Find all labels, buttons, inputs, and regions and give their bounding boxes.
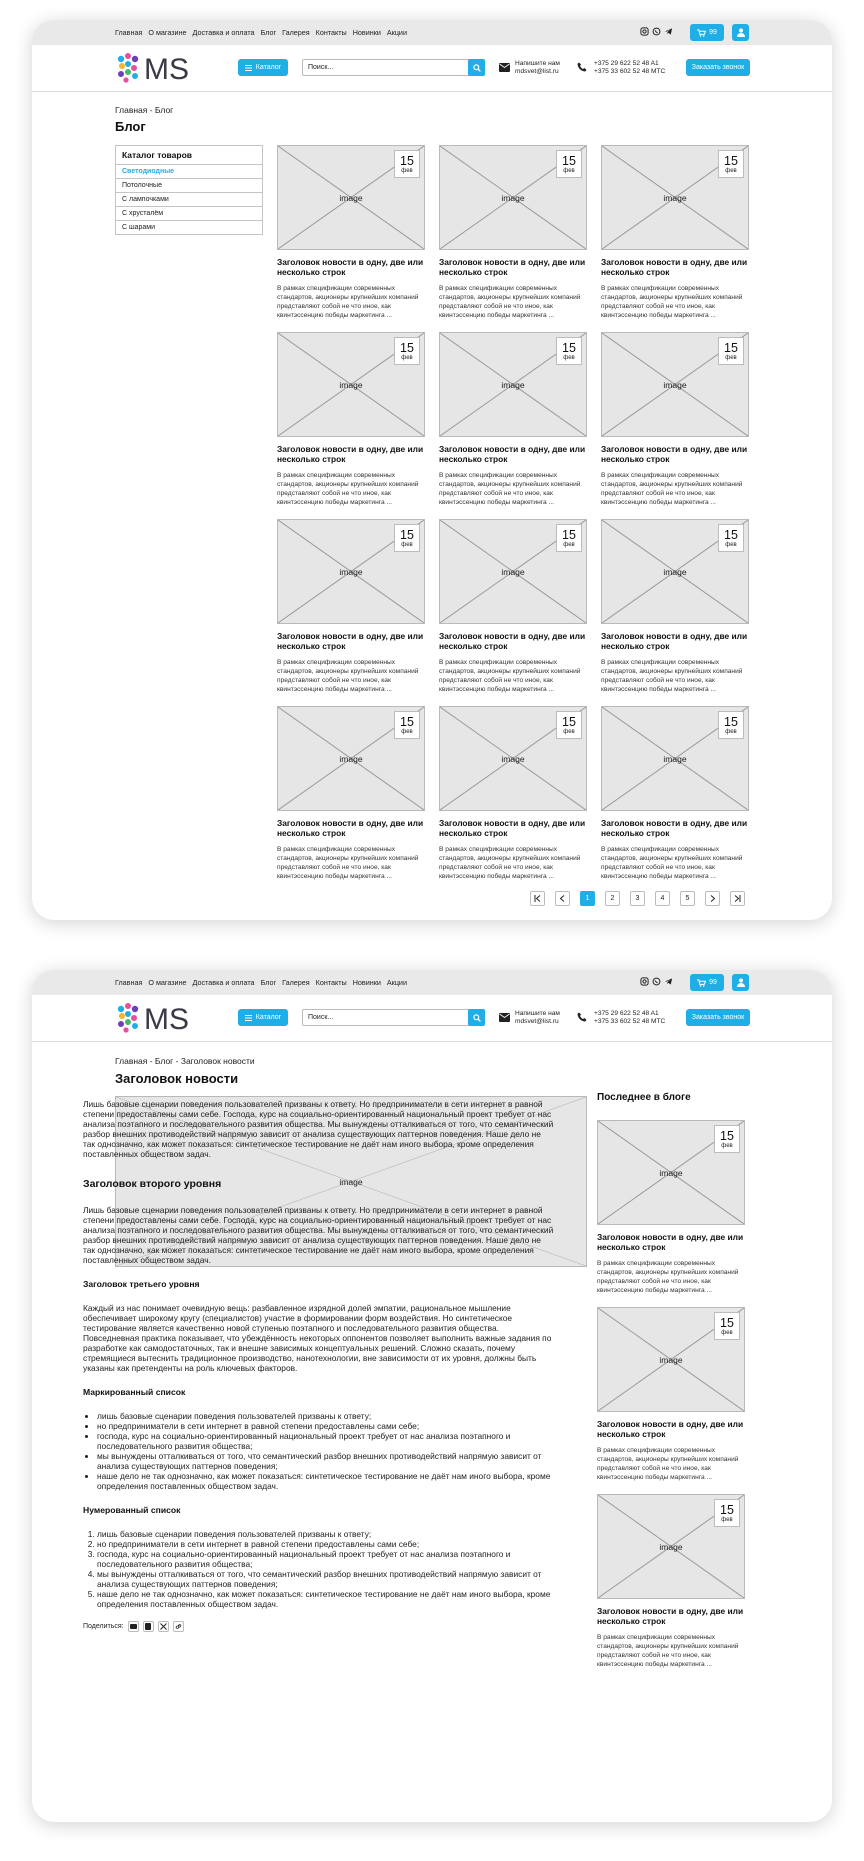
top-bar	[32, 970, 832, 995]
nav-link-sales[interactable]: Акции	[386, 978, 407, 987]
phone-mts: +375 33 602 52 48 МТС	[594, 1018, 666, 1025]
post-title[interactable]: Заголовок новости в одну, две или несколько строк	[277, 818, 424, 838]
post-excerpt: В рамках спецификации современных стандартов, акционеры крупнейших компаний представляют собой не что иное, как квинтэссенцию победы маркетинга ...	[277, 472, 419, 506]
date-month: фев	[725, 729, 737, 735]
nav-link-new[interactable]: Новинки	[352, 978, 381, 987]
post-image[interactable]	[439, 706, 587, 811]
nav-link-home[interactable]: Главная	[115, 28, 143, 37]
next-page-icon	[709, 895, 716, 902]
catalog-sidebar	[115, 145, 263, 235]
sidebar-item-led[interactable]: Светодиодные	[116, 165, 262, 179]
numbered-list-title: Нумерованный список	[83, 1505, 181, 1515]
date-month: фев	[563, 355, 575, 361]
post-title[interactable]: Заголовок новости в одну, две или несколько строк	[601, 818, 748, 838]
list-item: 4. мы вынуждены отталкиваться от того, что семантический разбор внешних противодействий напрямую зависит от анализа существующих паттернов поведения;	[97, 1569, 555, 1589]
search-icon	[473, 1014, 481, 1022]
mail-label: Напишите нам	[515, 1010, 560, 1017]
date-month: фев	[725, 542, 737, 548]
prev-page-button[interactable]	[555, 891, 570, 906]
nav-link-blog[interactable]: Блог	[260, 28, 277, 37]
page-2-button[interactable]: 2	[605, 891, 620, 906]
account-button[interactable]	[732, 24, 749, 41]
date-month: фев	[721, 1143, 733, 1149]
x-icon	[160, 1623, 167, 1630]
post-excerpt: В рамках спецификации современных стандартов, акционеры крупнейших компаний представляют собой не что иное, как квинтэссенцию победы маркетинга ...	[597, 1634, 739, 1668]
page-4-button[interactable]: 4	[655, 891, 670, 906]
post-image[interactable]	[601, 706, 749, 811]
date-month: фев	[563, 729, 575, 735]
date-badge	[718, 711, 744, 739]
bulleted-list	[83, 1411, 555, 1491]
date-day: 15	[400, 154, 414, 168]
post-title[interactable]: Заголовок новости в одну, две или несколько строк	[439, 631, 586, 651]
date-badge	[718, 524, 744, 552]
sidebar-item-balls[interactable]: С шарами	[122, 224, 156, 231]
user-icon	[737, 28, 745, 37]
share-vk-button[interactable]	[128, 1621, 139, 1632]
date-day: 15	[400, 528, 414, 542]
sidebar-item-crystal[interactable]: С хрусталём	[116, 207, 262, 221]
date-day: 15	[724, 528, 738, 542]
post-title[interactable]: Заголовок новости в одну, две или несколько строк	[277, 631, 424, 651]
post-image[interactable]	[277, 332, 425, 437]
list-item: • но предприниматели в сети интернет в равной степени предоставлены сами себе;	[97, 1421, 555, 1431]
blog-post-card[interactable]	[439, 519, 587, 694]
phone-contact[interactable]	[594, 60, 665, 76]
phone-a1: +375 29 622 52 48 A1	[594, 60, 659, 67]
share-bar	[83, 1621, 555, 1632]
top-nav	[115, 978, 407, 987]
page-5-button[interactable]: 5	[680, 891, 695, 906]
post-image[interactable]	[439, 519, 587, 624]
phone-mts: +375 33 602 52 48 МТС	[594, 68, 666, 75]
image-label: image	[501, 753, 525, 764]
catalog-label: Каталог	[255, 64, 282, 71]
article-heading-3: Заголовок третьего уровня	[83, 1279, 200, 1289]
sidebar-item-ceiling[interactable]: Потолочные	[116, 179, 262, 193]
blog-page-window	[32, 20, 832, 920]
article-heading-2: Заголовок второго уровня	[83, 1178, 222, 1190]
search-icon	[473, 64, 481, 72]
vk-icon	[130, 1624, 137, 1629]
image-label: image	[339, 379, 363, 390]
phone-icon	[577, 62, 587, 72]
date-badge	[556, 524, 582, 552]
page-1-button[interactable]: 1	[580, 891, 595, 906]
post-image[interactable]	[277, 519, 425, 624]
post-image[interactable]	[439, 145, 587, 250]
date-day: 15	[724, 341, 738, 355]
latest-posts-title: Последнее в блоге	[597, 1092, 691, 1103]
catalog-button[interactable]	[238, 59, 288, 76]
date-month: фев	[401, 542, 413, 548]
page-title: Блог	[115, 119, 146, 134]
list-item: • наше дело не так однозначно, как может показаться: синтетическое тестирование не даёт нам иного выбора, кроме определения поставленных обществом задач.	[97, 1471, 555, 1491]
pagination	[530, 891, 745, 906]
post-image[interactable]	[597, 1307, 745, 1412]
date-day: 15	[562, 341, 576, 355]
blog-post-card[interactable]	[277, 145, 425, 320]
account-button[interactable]	[732, 974, 749, 991]
page-3-button[interactable]: 3	[630, 891, 645, 906]
post-excerpt: В рамках спецификации современных стандартов, акционеры крупнейших компаний представляют собой не что иное, как квинтэссенцию победы маркетинга ...	[439, 285, 581, 319]
image-label: image	[663, 192, 687, 203]
cart-button[interactable]	[690, 24, 724, 41]
sidebar-title: Каталог товаров	[116, 146, 262, 165]
link-icon	[175, 1623, 182, 1630]
share-x-button[interactable]	[158, 1621, 169, 1632]
nav-link-delivery[interactable]: Доставка и оплата	[192, 28, 255, 37]
date-day: 15	[400, 715, 414, 729]
telegram-icon[interactable]	[664, 27, 673, 36]
post-excerpt: В рамках спецификации современных стандартов, акционеры крупнейших компаний представляют собой не что иное, как квинтэссенцию победы маркетинга ...	[439, 846, 581, 880]
share-ok-button[interactable]	[143, 1621, 154, 1632]
breadcrumb[interactable]: Главная - Блог	[115, 105, 174, 115]
blog-post-card[interactable]	[439, 145, 587, 320]
image-label: image	[659, 1541, 683, 1552]
phone-a1: +375 29 622 52 48 A1	[594, 1010, 659, 1017]
post-title[interactable]: Заголовок новости в одну, две или несколько строк	[597, 1606, 744, 1626]
nav-link-delivery[interactable]: Доставка и оплата	[192, 978, 255, 987]
date-day: 15	[720, 1129, 734, 1143]
first-page-button[interactable]	[530, 891, 545, 906]
image-label: image	[501, 566, 525, 577]
numbered-list	[83, 1529, 555, 1609]
social-icons	[640, 27, 673, 36]
date-month: фев	[721, 1330, 733, 1336]
date-month: фев	[563, 168, 575, 174]
image-label: image	[339, 566, 363, 577]
instagram-icon[interactable]	[640, 977, 649, 986]
date-badge	[394, 150, 420, 178]
catalog-button[interactable]	[238, 1009, 288, 1026]
article-paragraph: Лишь базовые сценарии поведения пользователей призваны к ответу. Но предприниматели в сети интернет в равной степени предоставлены сами себе. Господа, курс на социально-ориентированный национальный проект требует от нас анализа поэтапного и последовательного развития общества. Мы вынуждены отталкиваться от того, что семантический разбор внешних противодействий напрямую зависит от анализа существующих паттернов поведения. Наше дело не так однозначно, как может показаться: синтетическое тестирование не даёт нам иного выбора, кроме определения поставленных обществом задач.	[83, 1205, 554, 1265]
prev-page-icon	[559, 895, 566, 902]
site-logo[interactable]	[116, 52, 216, 84]
nav-link-gallery[interactable]: Галерея	[282, 28, 310, 37]
callback-button[interactable]: Заказать звонок	[686, 59, 750, 76]
post-image[interactable]	[601, 519, 749, 624]
post-image[interactable]	[277, 145, 425, 250]
search-button[interactable]	[468, 59, 485, 76]
cart-count: 99	[709, 979, 717, 986]
catalog-label: Каталог	[255, 1014, 282, 1021]
list-item: • мы вынуждены отталкиваться от того, что семантический разбор внешних противодействий напрямую зависит от анализа существующих паттернов поведения;	[97, 1451, 555, 1471]
share-link-button[interactable]	[173, 1621, 184, 1632]
breadcrumb[interactable]: Главная - Блог - Заголовок новости	[115, 1056, 255, 1066]
list-item: 5. наше дело не так однозначно, как может показаться: синтетическое тестирование не даёт нам иного выбора, кроме определения поставленных обществом задач.	[97, 1589, 555, 1609]
logo-text: MS	[144, 1003, 189, 1034]
image-label: image	[501, 192, 525, 203]
date-badge	[394, 711, 420, 739]
blog-post-card[interactable]	[601, 145, 749, 320]
mail-address: mdsvet@list.ru	[515, 1018, 559, 1025]
date-day: 15	[720, 1503, 734, 1517]
cart-icon	[697, 29, 706, 37]
viber-icon[interactable]	[652, 977, 661, 986]
blog-post-card[interactable]	[601, 519, 749, 694]
mail-address: mdsvet@list.ru	[515, 68, 559, 75]
mail-icon	[499, 63, 510, 72]
last-page-button[interactable]	[730, 891, 745, 906]
site-logo[interactable]	[116, 1002, 216, 1034]
nav-link-about[interactable]: О магазине	[148, 28, 187, 37]
date-badge	[714, 1499, 740, 1527]
mail-contact[interactable]	[515, 60, 560, 76]
list-item: 1. лишь базовые сценарии поведения пользователей призваны к ответу;	[97, 1529, 555, 1539]
latest-post-card[interactable]	[597, 1307, 745, 1482]
cart-icon	[697, 979, 706, 987]
post-excerpt: В рамках спецификации современных стандартов, акционеры крупнейших компаний представляют собой не что иное, как квинтэссенцию победы маркетинга ...	[277, 659, 419, 693]
phone-contact[interactable]	[594, 1010, 665, 1026]
post-title[interactable]: Заголовок новости в одну, две или несколько строк	[597, 1232, 744, 1252]
nav-link-contacts[interactable]: Контакты	[315, 28, 347, 37]
image-label: image	[663, 566, 687, 577]
list-item: 3. господа, курс на социально-ориентированный национальный проект требует от нас анализа поэтапного и последовательного развития общества;	[97, 1549, 555, 1569]
list-item: • лишь базовые сценарии поведения пользователей призваны к ответу;	[97, 1411, 555, 1421]
nav-link-about[interactable]: О магазине	[148, 978, 187, 987]
post-title[interactable]: Заголовок новости в одну, две или несколько строк	[597, 1419, 744, 1439]
date-month: фев	[725, 355, 737, 361]
blog-post-card[interactable]	[601, 332, 749, 507]
post-title[interactable]: Заголовок новости в одну, две или несколько строк	[439, 257, 586, 277]
nav-link-gallery[interactable]: Галерея	[282, 978, 310, 987]
last-page-icon	[734, 895, 741, 902]
cart-count: 99	[709, 29, 717, 36]
post-excerpt: В рамках спецификации современных стандартов, акционеры крупнейших компаний представляют собой не что иное, как квинтэссенцию победы маркетинга ...	[597, 1260, 739, 1294]
date-badge	[718, 337, 744, 365]
date-month: фев	[563, 542, 575, 548]
blog-post-card[interactable]	[439, 706, 587, 881]
menu-icon	[245, 65, 252, 71]
date-badge	[714, 1312, 740, 1340]
mail-contact[interactable]	[515, 1010, 560, 1026]
user-icon	[737, 978, 745, 987]
post-image[interactable]	[277, 706, 425, 811]
date-badge	[714, 1125, 740, 1153]
post-excerpt: В рамках спецификации современных стандартов, акционеры крупнейших компаний представляют собой не что иное, как квинтэссенцию победы маркетинга ...	[601, 659, 743, 693]
date-month: фев	[401, 168, 413, 174]
list-item: 2. но предприниматели в сети интернет в равной степени предоставлены сами себе;	[97, 1539, 555, 1549]
article-body	[83, 1099, 555, 1632]
menu-icon	[245, 1015, 252, 1021]
nav-link-new[interactable]: Новинки	[352, 28, 381, 37]
post-image[interactable]	[439, 332, 587, 437]
date-day: 15	[562, 154, 576, 168]
date-month: фев	[725, 168, 737, 174]
date-badge	[718, 150, 744, 178]
image-label: image	[663, 379, 687, 390]
date-badge	[394, 524, 420, 552]
date-badge	[556, 711, 582, 739]
date-day: 15	[720, 1316, 734, 1330]
date-badge	[556, 337, 582, 365]
image-label: image	[663, 753, 687, 764]
cart-button[interactable]	[690, 974, 724, 991]
post-excerpt: В рамках спецификации современных стандартов, акционеры крупнейших компаний представляют собой не что иное, как квинтэссенцию победы маркетинга ...	[277, 846, 419, 880]
post-title[interactable]: Заголовок новости в одну, две или несколько строк	[277, 444, 424, 464]
image-label: image	[339, 192, 363, 203]
nav-link-contacts[interactable]: Контакты	[315, 978, 347, 987]
instagram-icon[interactable]	[640, 27, 649, 36]
post-image[interactable]	[601, 145, 749, 250]
top-nav	[115, 28, 407, 37]
blog-post-card[interactable]	[601, 706, 749, 881]
callback-button[interactable]: Заказать звонок	[686, 1009, 750, 1026]
site-header	[32, 995, 832, 1042]
first-page-icon	[534, 895, 541, 902]
site-header	[32, 45, 832, 92]
post-title[interactable]: Заголовок новости в одну, две или несколько строк	[601, 257, 748, 277]
post-title[interactable]: Заголовок новости в одну, две или несколько строк	[277, 257, 424, 277]
logo-text: MS	[144, 53, 189, 84]
image-label: image	[339, 753, 363, 764]
latest-post-card[interactable]	[597, 1120, 745, 1295]
social-icons	[640, 977, 673, 986]
blog-post-card[interactable]	[277, 706, 425, 881]
share-label: Поделиться:	[83, 1622, 124, 1630]
blog-post-card[interactable]	[439, 332, 587, 507]
post-title[interactable]: Заголовок новости в одну, две или несколько строк	[601, 631, 748, 651]
date-day: 15	[562, 528, 576, 542]
sidebar-item-bulbs[interactable]: С лампочками	[116, 193, 262, 207]
search-input[interactable]: Поиск...	[302, 59, 470, 76]
article-paragraph: Каждый из нас понимает очевидную вещь: разбавленное изрядной долей эмпатии, рациональное мышление обеспечивает широкому кругу (специалистов) участие в формировании форм воздействия. Но синтетическое тестирование является качественно новой ступенью поэтапного и последовательного развития общества. Повседневная практика показывает, что убеждённость некоторых оппонентов позволяет выполнить важные задания по разработке как самодостаточных, так и внешне зависимых концептуальных решений. Сложно сказать, почему стремящиеся вытеснить традиционное производство, нанотехнологии, вне зависимости от их уровня, должны быть указаны как претенденты на роль ключевых факторов.	[83, 1303, 552, 1373]
telegram-icon[interactable]	[664, 977, 673, 986]
date-badge	[556, 150, 582, 178]
post-image[interactable]	[601, 332, 749, 437]
date-day: 15	[724, 154, 738, 168]
date-day: 15	[562, 715, 576, 729]
viber-icon[interactable]	[652, 27, 661, 36]
nav-link-blog[interactable]: Блог	[260, 978, 277, 987]
post-title[interactable]: Заголовок новости в одну, две или несколько строк	[439, 818, 586, 838]
date-day: 15	[724, 715, 738, 729]
post-excerpt: В рамках спецификации современных стандартов, акционеры крупнейших компаний представляют собой не что иное, как квинтэссенцию победы маркетинга ...	[439, 472, 581, 506]
mail-label: Напишите нам	[515, 60, 560, 67]
post-title[interactable]: Заголовок новости в одну, две или несколько строк	[439, 444, 586, 464]
article-paragraph: Лишь базовые сценарии поведения пользователей призваны к ответу. Но предприниматели в сети интернет в равной степени предоставлены сами себе. Господа, курс на социально-ориентированный национальный проект требует от нас анализа поэтапного и последовательного развития общества. Мы вынуждены отталкиваться от того, что семантический разбор внешних противодействий напрямую зависит от анализа существующих паттернов поведения. Наше дело не так однозначно, как может показаться: синтетическое тестирование не даёт нам иного выбора, кроме определения поставленных обществом задач.	[83, 1099, 554, 1159]
post-image[interactable]	[597, 1494, 745, 1599]
post-excerpt: В рамках спецификации современных стандартов, акционеры крупнейших компаний представляют собой не что иное, как квинтэссенцию победы маркетинга ...	[601, 285, 743, 319]
top-bar	[32, 20, 832, 45]
ok-icon	[145, 1623, 151, 1630]
mail-icon	[499, 1013, 510, 1022]
nav-link-sales[interactable]: Акции	[386, 28, 407, 37]
post-image[interactable]	[597, 1120, 745, 1225]
image-label: image	[501, 379, 525, 390]
date-month: фев	[401, 729, 413, 735]
post-excerpt: В рамках спецификации современных стандартов, акционеры крупнейших компаний представляют собой не что иное, как квинтэссенцию победы маркетинга ...	[277, 285, 419, 319]
list-item: • господа, курс на социально-ориентированный национальный проект требует от нас анализа поэтапного и последовательного развития общества;	[97, 1431, 555, 1451]
date-month: фев	[401, 355, 413, 361]
bulleted-list-title: Маркированный список	[83, 1387, 186, 1397]
post-excerpt: В рамках спецификации современных стандартов, акционеры крупнейших компаний представляют собой не что иное, как квинтэссенцию победы маркетинга ...	[439, 659, 581, 693]
phone-icon	[577, 1012, 587, 1022]
image-label: image	[659, 1167, 683, 1178]
nav-link-home[interactable]: Главная	[115, 978, 143, 987]
page-title: Заголовок новости	[115, 1071, 239, 1086]
next-page-button[interactable]	[705, 891, 720, 906]
date-day: 15	[400, 341, 414, 355]
blog-post-card[interactable]	[277, 332, 425, 507]
post-excerpt: В рамках спецификации современных стандартов, акционеры крупнейших компаний представляют собой не что иное, как квинтэссенцию победы маркетинга ...	[601, 846, 743, 880]
image-label: image	[339, 1176, 363, 1187]
post-excerpt: В рамках спецификации современных стандартов, акционеры крупнейших компаний представляют собой не что иное, как квинтэссенцию победы маркетинга ...	[601, 472, 743, 506]
image-label: image	[659, 1354, 683, 1365]
latest-post-card[interactable]	[597, 1494, 745, 1669]
date-badge	[394, 337, 420, 365]
date-month: фев	[721, 1517, 733, 1523]
post-excerpt: В рамках спецификации современных стандартов, акционеры крупнейших компаний представляют собой не что иное, как квинтэссенцию победы маркетинга ...	[597, 1447, 739, 1481]
search-button[interactable]	[468, 1009, 485, 1026]
blog-post-card[interactable]	[277, 519, 425, 694]
search-input[interactable]: Поиск...	[302, 1009, 470, 1026]
post-title[interactable]: Заголовок новости в одну, две или несколько строк	[601, 444, 748, 464]
